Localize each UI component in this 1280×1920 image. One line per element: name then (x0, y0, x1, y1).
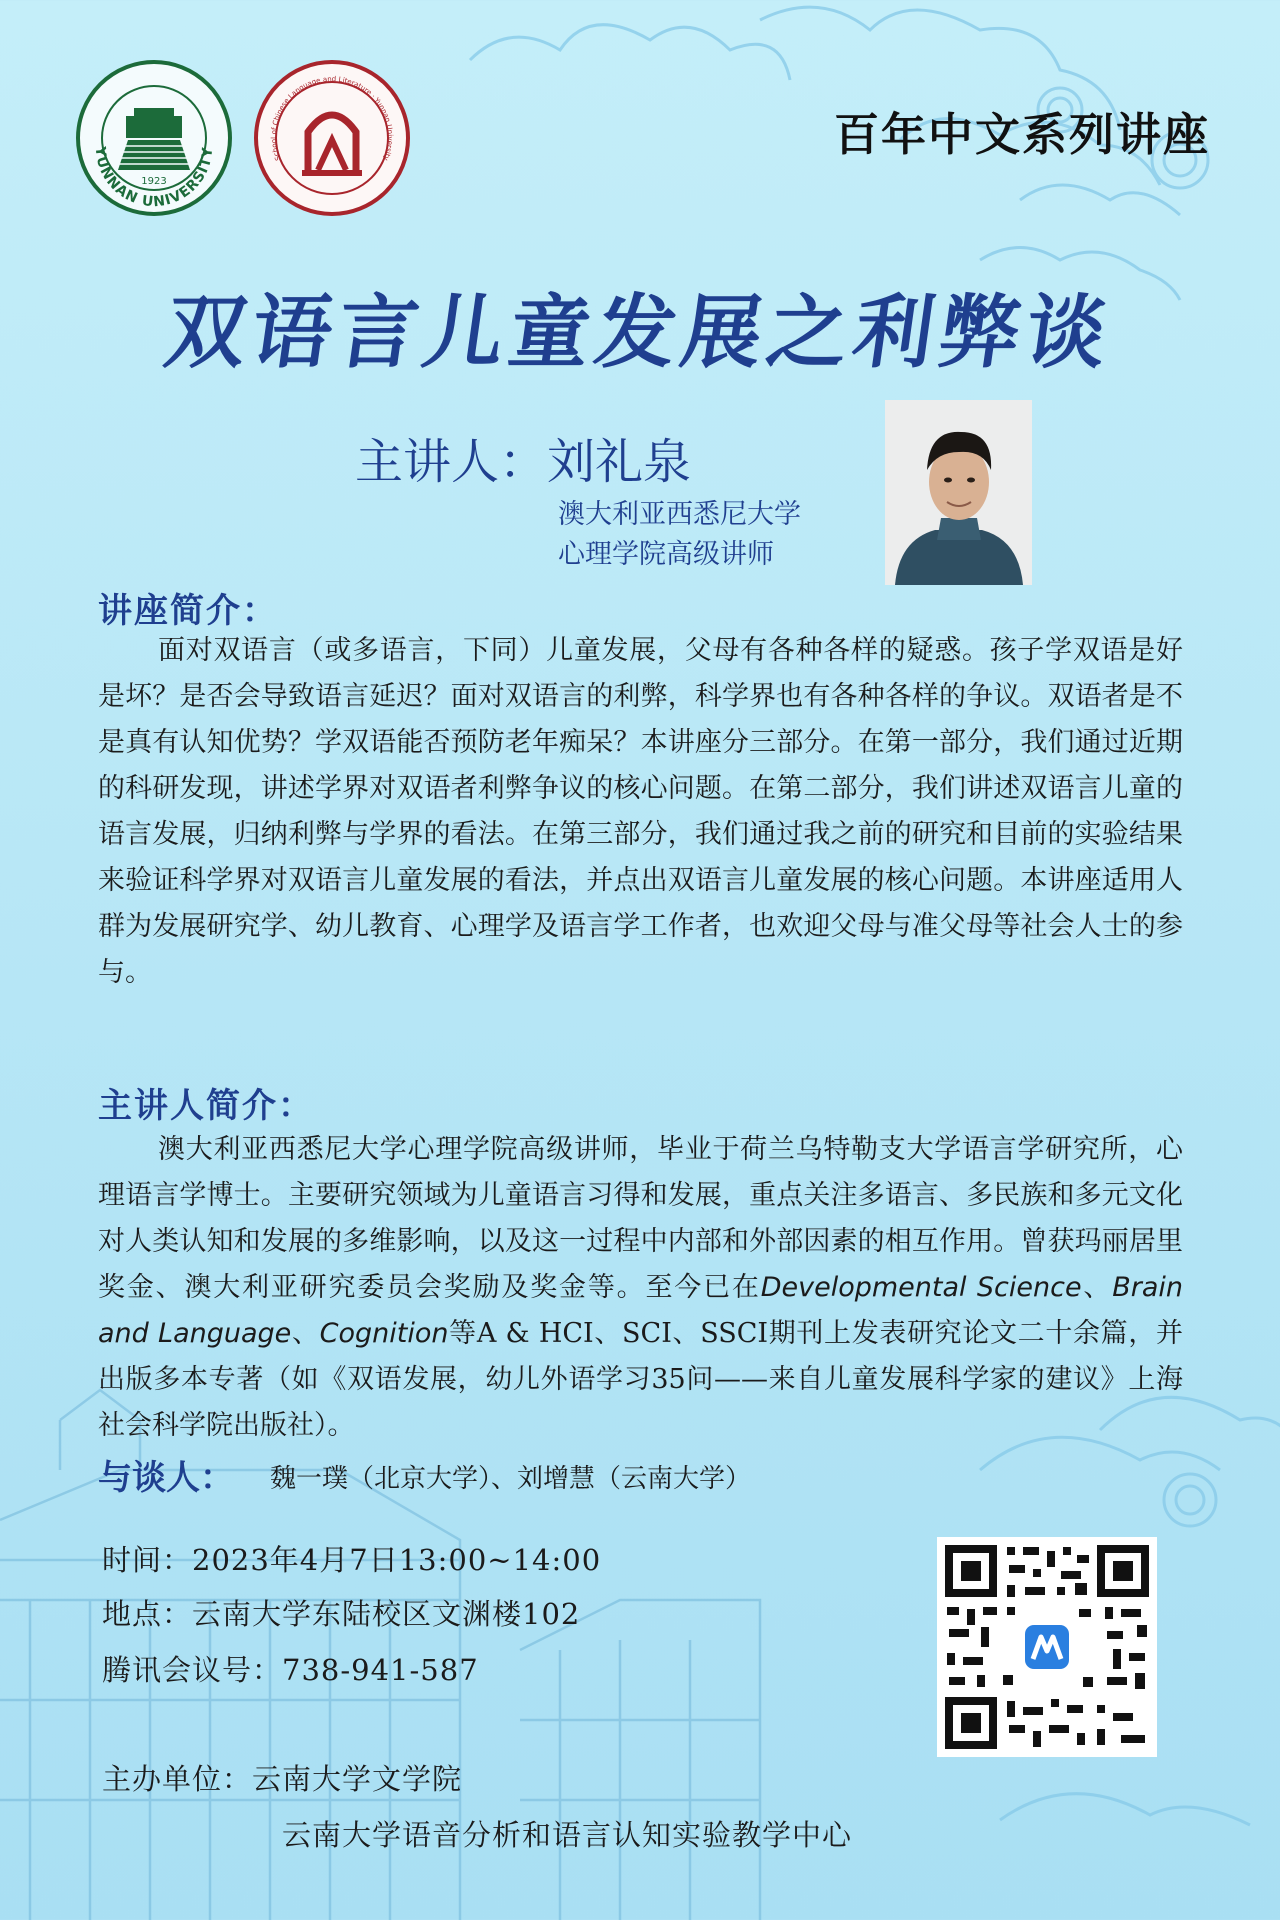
speaker-intro-text-part1: 澳大利亚西悉尼大学心理学院高级讲师，毕业于荷兰乌特勒支大学语言学研究所，心理语言学博士。主要研究领域为儿童语言习得和发展，重点关注多语言、多民族和多元文化对人类认知和发展的多维影响，以及这一过程中内部和外部因素的相互作用。曾获玛丽居里奖金、澳大利亚研究委员会奖励及奖金等。至今已在 (98, 1134, 1183, 1303)
speaker-affiliation-line2: 心理学院高级讲师 (558, 539, 774, 570)
discussants-value: 魏一璞（北京大学）、刘增慧（云南大学） (270, 1464, 752, 1494)
journal-name: Cognition (319, 1318, 449, 1349)
speaker-intro-text (98, 1127, 1183, 1449)
event-place: 地点：云南大学东陆校区文渊楼102 (102, 1597, 581, 1631)
speaker-label: 主讲人： (355, 434, 548, 490)
event-time: 时间：2023年4月7日13:00~14:00 (102, 1543, 602, 1577)
organizer-1: 云南大学文学院 (252, 1762, 463, 1796)
series-title: 百年中文系列讲座 (833, 108, 1210, 161)
school-of-chinese-logo (252, 58, 412, 218)
speaker-name: 刘礼泉 (547, 434, 692, 490)
organizer-label: 主办单位： (102, 1762, 253, 1796)
speaker-affiliation-line1: 澳大利亚西悉尼大学 (558, 499, 801, 530)
organizer-2: 云南大学语音分析和语言认知实验教学中心 (282, 1818, 853, 1852)
qr-code[interactable] (937, 1537, 1157, 1757)
journal-name: Developmental Science (760, 1272, 1082, 1303)
speaker-intro-heading: 主讲人简介： (98, 1086, 314, 1126)
lecture-intro-heading: 讲座简介： (98, 591, 278, 631)
separator: 、 (291, 1318, 320, 1349)
yunnan-university-logo (74, 58, 234, 218)
separator: 、 (1081, 1272, 1113, 1303)
meeting-id: 腾讯会议号：738-941-587 (102, 1653, 479, 1687)
svg-text:YUNNAN UNIVERSITY: YUNNAN UNIVERSITY (91, 146, 217, 211)
svg-text:School of Chinese Language and: School of Chinese Language and Literature · Yunnan University (269, 75, 395, 162)
discussants-label: 与谈人： (98, 1458, 234, 1498)
lecture-intro-text: 面对双语言（或多语言，下同）儿童发展，父母有各种各样的疑惑。孩子学双语是好是坏？是否会导致语言延迟？面对双语言的利弊，科学界也有各种各样的争议。双语者是不是真有认知优势？学双语能否预防老年痴呆？本讲座分三部分。在第一部分，我们通过近期的科研发现，讲述学界对双语者利弊争议的核心问题。在第二部分，我们讲述双语言儿童的语言发展，归纳利弊与学界的看法。在第三部分，我们通过我之前的研究和目前的实验结果来验证科学界对双语言儿童发展的看法，并点出双语言儿童发展的核心问题。本讲座适用人群为发展研究学、幼儿教育、心理学及语言学工作者，也欢迎父母与准父母等社会人士的参与。 (98, 635, 1183, 988)
speaker-photo (885, 400, 1032, 585)
organizer-line (102, 1757, 462, 1798)
speaker-line (355, 423, 691, 492)
lecture-title: 双语言儿童发展之利弊谈 (159, 286, 1119, 379)
journal-name: Brain and Language (98, 1272, 1184, 1349)
svg-text:1923: 1923 (141, 176, 167, 187)
speaker-intro-text-part2: 等A & HCI、SCI、SSCI期刊上发表研究论文二十余篇，并出版多本专著（如《双语发展，幼儿外语学习35问——来自儿童发展科学家的建议》上海社会科学院出版社）。 (98, 1318, 1184, 1441)
